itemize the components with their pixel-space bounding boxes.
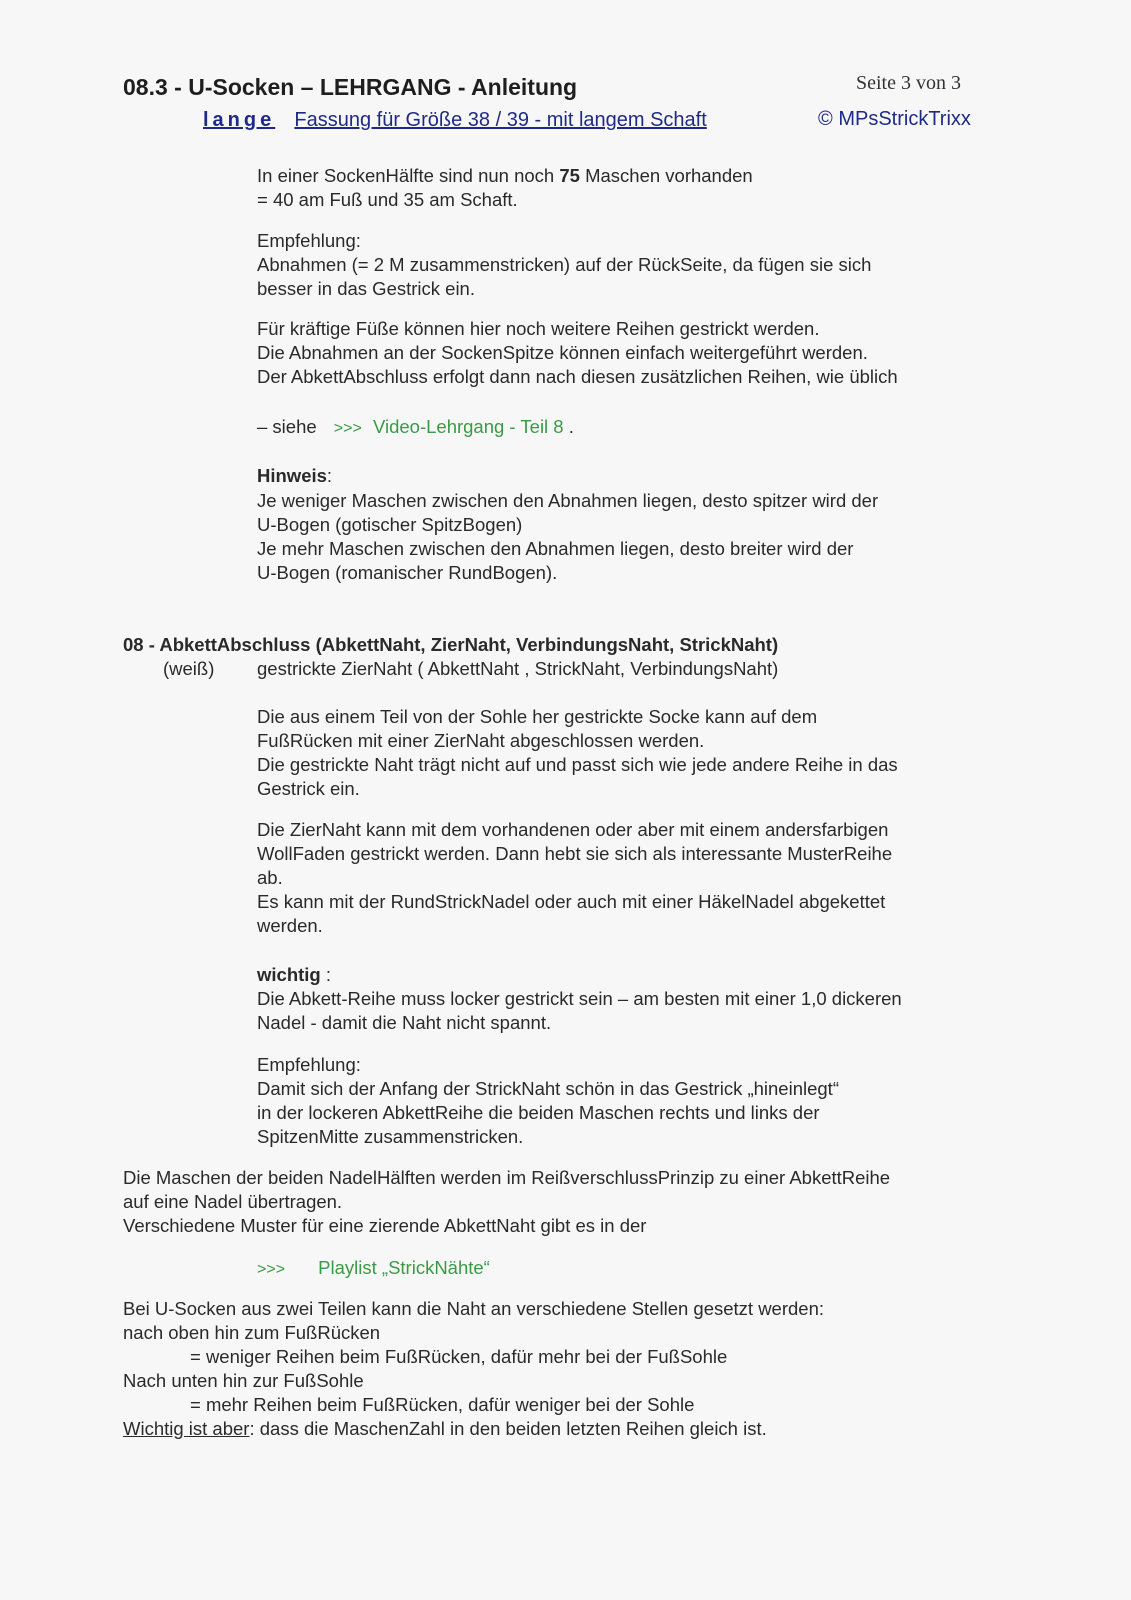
- paragraph-text: Die aus einem Teil von der Sohle her gestrickte Socke kann auf dem: [257, 706, 818, 727]
- link-arrows: >>>: [333, 420, 362, 437]
- important-label: wichtig :: [257, 964, 332, 985]
- paragraph-text: Bei U-Socken aus zwei Teilen kann die Naht an verschiedene Stellen gesetzt werden:: [123, 1298, 825, 1319]
- paragraph-text: Der AbkettAbschluss erfolgt dann nach diesen zusätzlichen Reihen, wie üblich: [257, 366, 898, 387]
- recommendation-text: besser in das Gestrick ein.: [257, 278, 475, 299]
- paragraph-text: Die Maschen der beiden NadelHälften werden im ReißverschlussPrinzip zu einer AbkettReihe: [123, 1167, 891, 1188]
- link-arrows: >>>: [257, 1261, 286, 1278]
- note-text: U-Bogen (gotischer SpitzBogen): [257, 514, 523, 535]
- note-text: Je mehr Maschen zwischen den Abnahmen liegen, desto breiter wird der: [257, 538, 854, 559]
- copyright-name: MPsStrickTrixx: [838, 108, 971, 130]
- note-text: Je weniger Maschen zwischen den Abnahmen liegen, desto spitzer wird der: [257, 490, 879, 511]
- recommendation-text: Abnahmen (= 2 M zusammenstricken) auf der RückSeite, da fügen sie sich: [257, 254, 872, 275]
- paragraph-text: Gestrick ein.: [257, 778, 360, 799]
- important-text: Die Abkett-Reihe muss locker gestrickt sein – am besten mit einer 1,0 dickeren: [257, 988, 902, 1009]
- paragraph-text: auf eine Nadel übertragen.: [123, 1191, 343, 1212]
- subtitle: Fassung für Größe 38 / 39 - mit langem Schaft: [294, 109, 707, 131]
- section-subheading: gestrickte ZierNaht ( AbkettNaht , StrickNaht, VerbindungsNaht): [257, 658, 779, 679]
- paragraph-text: Nach unten hin zur FußSohle: [123, 1370, 364, 1391]
- stitch-split-line: = 40 am Fuß und 35 am Schaft.: [257, 189, 518, 210]
- paragraph-text: Es kann mit der RundStrickNadel oder auch mit einer HäkelNadel abgekettet: [257, 891, 886, 912]
- recommendation-label: Empfehlung:: [257, 1054, 361, 1075]
- copyright: [818, 108, 971, 131]
- playlist-link[interactable]: Playlist „StrickNähte“: [318, 1257, 490, 1278]
- page-number: Seite 3 von 3: [856, 72, 961, 94]
- paragraph-text: Die gestrickte Naht trägt nicht auf und passt sich wie jede andere Reihe in das: [257, 754, 898, 775]
- section-heading: 08 - AbkettAbschluss (AbkettNaht, ZierNaht, VerbindungsNaht, StrickNaht): [123, 634, 779, 655]
- paragraph-text: FußRücken mit einer ZierNaht abgeschlossen werden.: [257, 730, 705, 751]
- color-note: (weiß): [163, 658, 215, 679]
- variant-word: lange: [203, 109, 276, 131]
- stitch-count-line: In einer SockenHälfte sind nun noch 75 Maschen vorhanden: [257, 165, 753, 186]
- recommendation-text: Damit sich der Anfang der StrickNaht schön in das Gestrick „hineinlegt“: [257, 1078, 839, 1099]
- important-closing-line: Wichtig ist aber: dass die MaschenZahl in den beiden letzten Reihen gleich ist.: [123, 1418, 767, 1439]
- paragraph-text: = mehr Reihen beim FußRücken, dafür weniger bei der Sohle: [190, 1394, 695, 1415]
- recommendation-text: in der lockeren AbkettReihe die beiden Maschen rechts und links der: [257, 1102, 820, 1123]
- note-label: Hinweis:: [257, 465, 333, 486]
- recommendation-label: Empfehlung:: [257, 230, 361, 251]
- paragraph-text: Für kräftige Füße können hier noch weitere Reihen gestrickt werden.: [257, 318, 820, 339]
- see-also-line: – siehe >>> Video-Lehrgang - Teil 8 .: [257, 416, 574, 437]
- subtitle-line: [203, 108, 707, 132]
- paragraph-text: Die ZierNaht kann mit dem vorhandenen oder aber mit einem andersfarbigen: [257, 819, 889, 840]
- paragraph-text: Die Abnahmen an der SockenSpitze können einfach weitergeführt werden.: [257, 342, 868, 363]
- copyright-symbol: ©: [818, 108, 833, 130]
- paragraph-text: nach oben hin zum FußRücken: [123, 1322, 381, 1343]
- video-lesson-link[interactable]: Video-Lehrgang - Teil 8: [372, 416, 564, 437]
- paragraph-text: = weniger Reihen beim FußRücken, dafür mehr bei der FußSohle: [190, 1346, 728, 1367]
- important-text: Nadel - damit die Naht nicht spannt.: [257, 1012, 552, 1033]
- paragraph-text: werden.: [257, 915, 323, 936]
- note-text: U-Bogen (romanischer RundBogen).: [257, 562, 558, 583]
- recommendation-text: SpitzenMitte zusammenstricken.: [257, 1126, 524, 1147]
- paragraph-text: Verschiedene Muster für eine zierende AbkettNaht gibt es in der: [123, 1215, 647, 1236]
- stitch-count: 75: [559, 165, 580, 186]
- paragraph-text: ab.: [257, 867, 283, 888]
- document-title: 08.3 - U-Socken – LEHRGANG - Anleitung: [123, 74, 578, 100]
- playlist-line: [257, 1256, 490, 1282]
- paragraph-text: WollFaden gestrickt werden. Dann hebt sie sich als interessante MusterReihe: [257, 843, 893, 864]
